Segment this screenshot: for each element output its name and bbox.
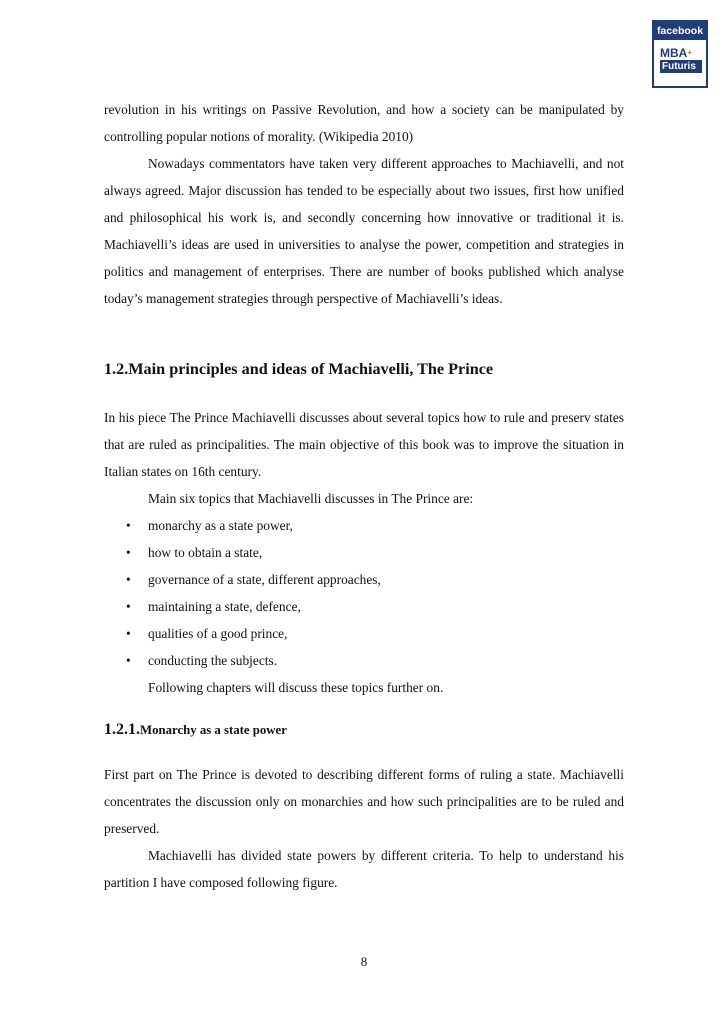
- list-item-text: conducting the subjects.: [148, 653, 278, 668]
- topics-intro: Main six topics that Machiavelli discusses in The Prince are:: [148, 491, 474, 506]
- list-item: [104, 620, 624, 647]
- bullet-marker: •: [126, 626, 131, 641]
- list-item-text: governance of a state, different approaches,: [148, 572, 381, 587]
- section-heading: 1.2.Main principles and ideas of Machiavelli, The Prince: [104, 360, 494, 378]
- bullet-marker: •: [126, 545, 131, 560]
- logo-facebook-text: facebook: [654, 22, 706, 40]
- bullet-marker: •: [126, 518, 131, 533]
- subsection-title: Monarchy as a state power: [140, 723, 287, 737]
- topics-outro: Following chapters will discuss these topics further on.: [148, 680, 444, 695]
- paragraph-passive-revolution: revolution in his writings on Passive Revolution, and how a society can be manipulated by controlling popular notions of morality. (Wikipedia 2010): [104, 102, 624, 144]
- logo-plus-sign: +: [687, 48, 692, 57]
- subsection-heading: [104, 720, 624, 740]
- subsection-number: 1.2.1.: [104, 721, 140, 738]
- paragraph-state-powers: Machiavelli has divided state powers by different criteria. To help to understand his partition I have composed following figure.: [104, 848, 624, 890]
- mba-futuris-facebook-logo[interactable]: [652, 20, 708, 88]
- document-body: [104, 96, 624, 896]
- logo-futuris-text: Futuris: [660, 60, 702, 73]
- page-number: 8: [360, 954, 368, 969]
- list-item: [104, 593, 624, 620]
- list-item: [104, 539, 624, 566]
- bullet-marker: •: [126, 599, 131, 614]
- list-item: [104, 566, 624, 593]
- list-item-text: qualities of a good prince,: [148, 626, 288, 641]
- topics-list: [104, 512, 624, 674]
- paragraph-first-part: First part on The Prince is devoted to describing different forms of ruling a state. Machiavelli concentrates the discussion only on monarchies and how such principalities are to be ruled and preserved.: [104, 767, 624, 836]
- logo-mba-label: MBA: [660, 46, 688, 60]
- bullet-marker: •: [126, 653, 131, 668]
- list-item-text: monarchy as a state power,: [148, 518, 293, 533]
- bullet-marker: •: [126, 572, 131, 587]
- list-item: [104, 647, 624, 674]
- paragraph-the-prince-intro: In his piece The Prince Machiavelli discusses about several topics how to rule and preserv states that are ruled as principalities. The main objective of this book was to improve the situation in Italian states on 16th century.: [104, 410, 624, 479]
- list-item: [104, 512, 624, 539]
- list-item-text: how to obtain a state,: [148, 545, 263, 560]
- logo-mba-text: [660, 47, 706, 59]
- paragraph-commentators: Nowadays commentators have taken very different approaches to Machiavelli, and not always agreed. Major discussion has tended to be especially about two issues, first how unified and philosophical his work is, and secondly concerning how innovative or traditional it is. Machiavelli’s ideas are used in universities to analyse the power, competition and strategies in politics and management of enterprises. There are number of books published which analyse today’s management strategies through perspective of Machiavelli’s ideas.: [104, 156, 624, 306]
- list-item-text: maintaining a state, defence,: [148, 599, 301, 614]
